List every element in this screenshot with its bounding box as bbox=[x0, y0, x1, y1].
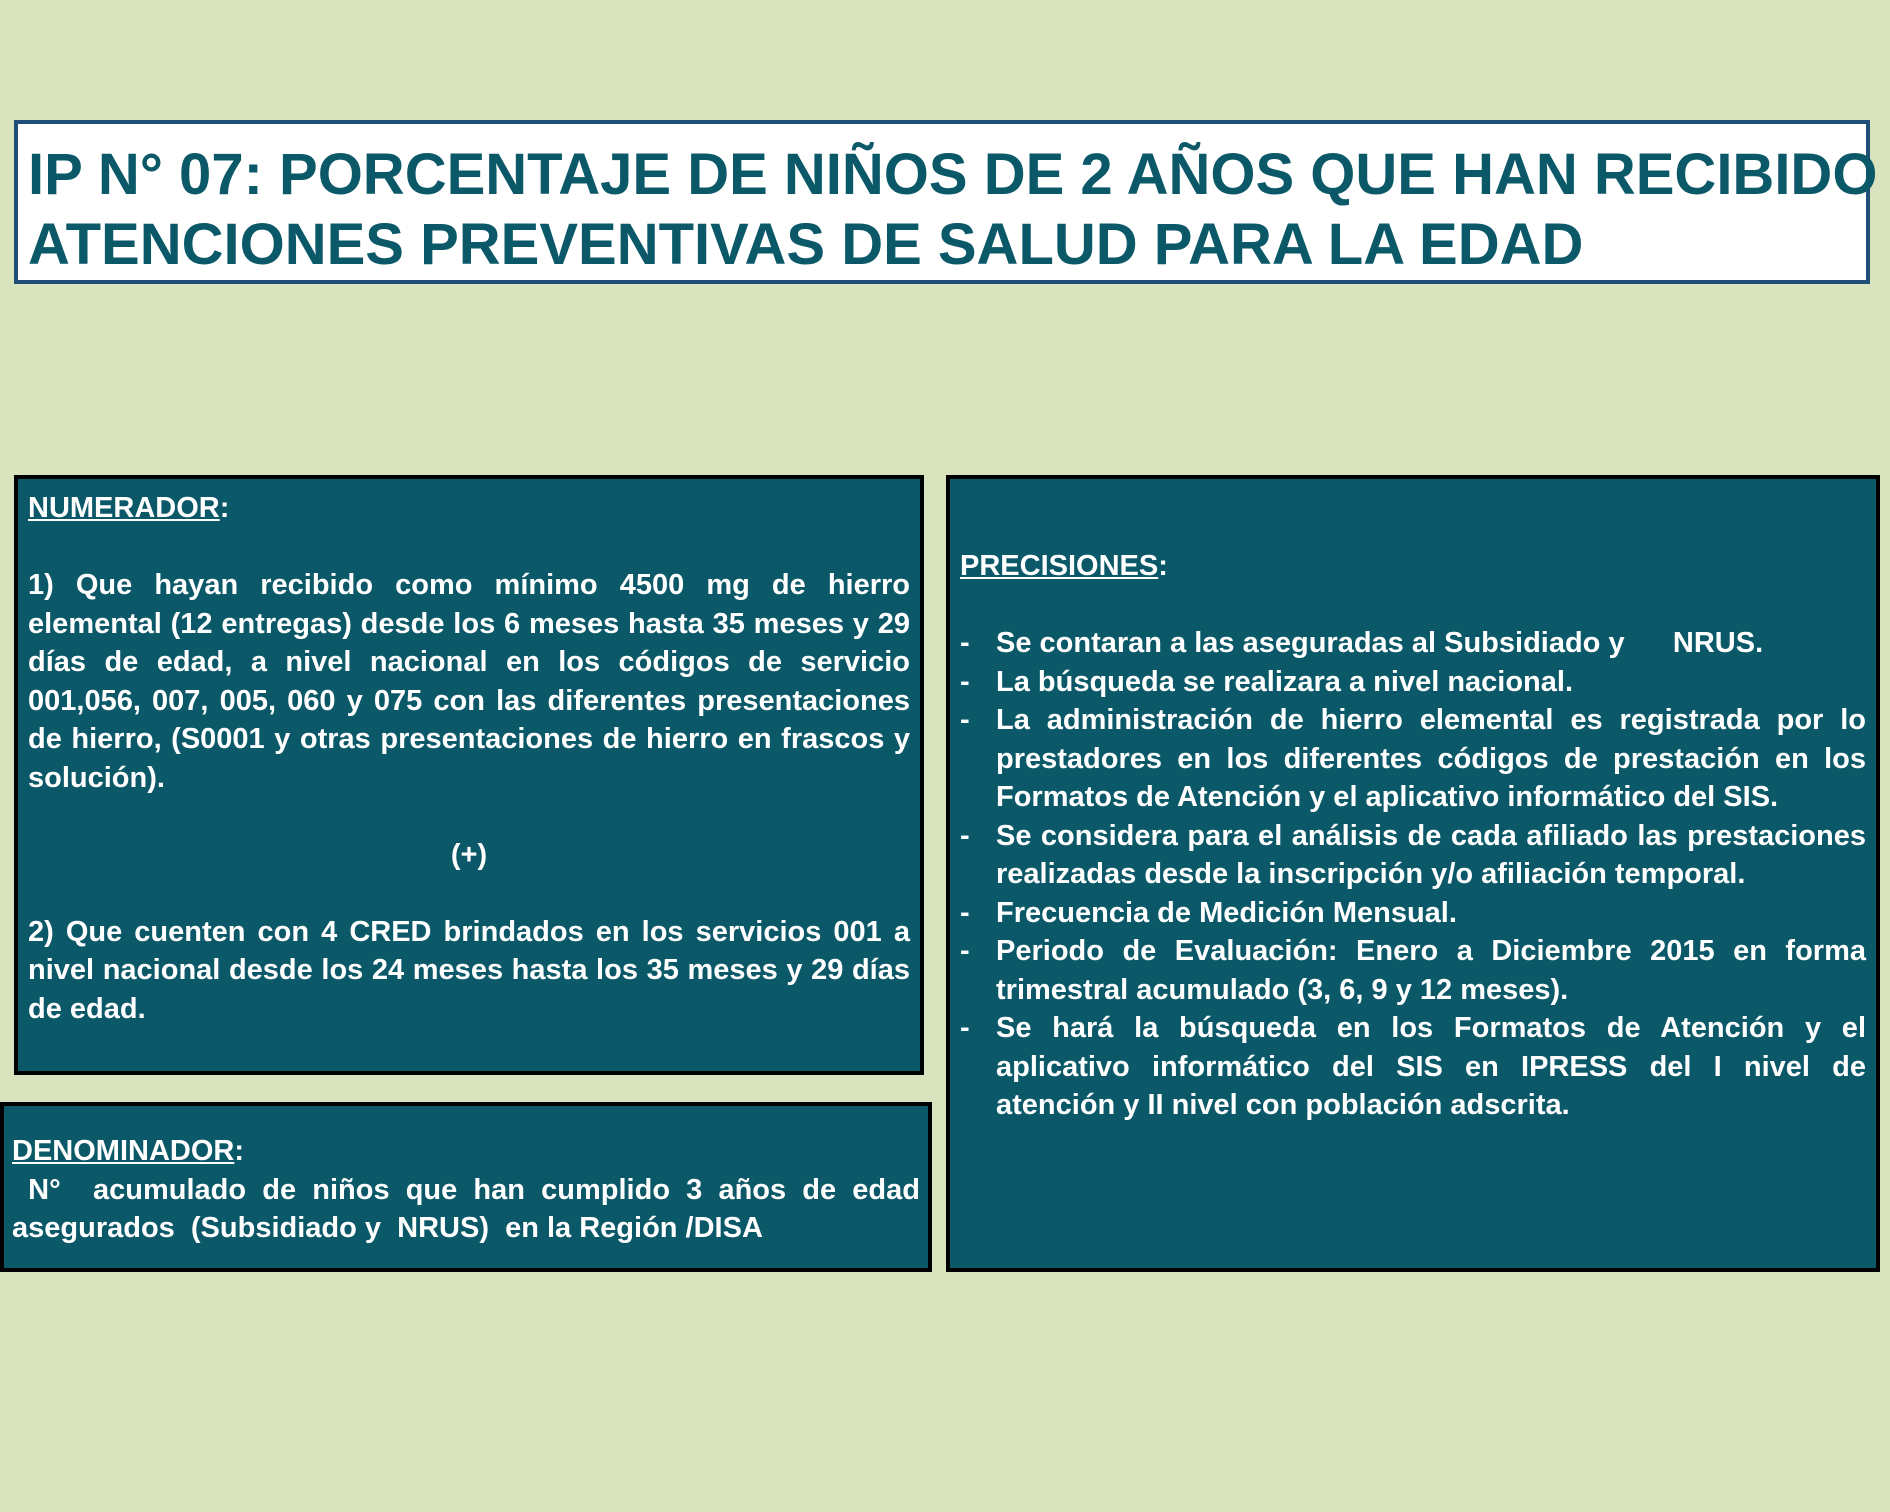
list-item: - Se contaran a las aseguradas al Subsidiado y NRUS. bbox=[960, 624, 1866, 663]
numerador-item-1: 1) Que hayan recibido como mínimo 4500 mg de hierro elemental (12 entregas) desde los 6 meses hasta 35 meses y 29 días de edad, a nivel nacional en los códigos de servicio 001,056, 007, 005, 060 y 075 con las diferentes presentaciones de hierro, (S0001 y otras presentaciones de hierro en frascos y solución). bbox=[28, 569, 910, 794]
precisiones-heading-row bbox=[960, 547, 1866, 586]
denominador-heading-colon: : bbox=[234, 1135, 245, 1167]
list-item: - Se considera para el análisis de cada afiliado las prestaciones realizadas desde la inscripción y/o afiliación temporal. bbox=[960, 817, 1866, 894]
denominador-heading: DENOMINADOR bbox=[12, 1135, 235, 1167]
numerador-plus: (+) bbox=[450, 838, 488, 871]
page-title bbox=[28, 140, 1878, 280]
numerador-heading: NUMERADOR bbox=[28, 492, 220, 524]
precisiones-list bbox=[960, 624, 1866, 1125]
list-item: - Se hará la búsqueda en los Formatos de Atención y el aplicativo informático del SIS en IPRESS del I nivel de atención y II nivel con población adscrita. bbox=[960, 1009, 1866, 1125]
precisiones-heading: PRECISIONES bbox=[960, 550, 1159, 582]
list-item: - Frecuencia de Medición Mensual. bbox=[960, 894, 1866, 933]
denominador-text: N° acumulado de niños que han cumplido 3 años de edad asegurados (Subsidiado y NRUS) en la Región /DISA bbox=[12, 1173, 929, 1244]
list-item: - La administración de hierro elemental es registrada por lo prestadores en los diferentes códigos de prestación en los Formatos de Atención y el aplicativo informático del SIS. bbox=[960, 701, 1866, 817]
numerador-heading-colon: : bbox=[219, 492, 230, 524]
page-title-line-2: ATENCIONES PREVENTIVAS DE SALUD PARA LA EDAD bbox=[28, 212, 1584, 277]
numerador-item-2: 2) Que cuenten con 4 CRED brindados en los servicios 001 a nivel nacional desde los 24 meses hasta los 35 meses y 29 días de edad. bbox=[28, 915, 910, 1025]
precisiones-heading-colon: : bbox=[1158, 550, 1168, 582]
list-item: - Periodo de Evaluación: Enero a Diciembre 2015 en forma trimestral acumulado (3, 6, 9 y 12 meses). bbox=[960, 932, 1866, 1009]
numerador-panel bbox=[14, 475, 924, 1075]
precisiones-panel bbox=[946, 475, 1880, 1272]
title-box bbox=[14, 120, 1878, 284]
list-item: - La búsqueda se realizara a nivel nacional. bbox=[960, 663, 1866, 702]
page-title-line-1: IP N° 07: PORCENTAJE DE NIÑOS DE 2 AÑOS QUE HAN RECIBIDO bbox=[28, 142, 1878, 207]
denominador-panel bbox=[0, 1102, 932, 1272]
denominador-heading-row bbox=[12, 1132, 920, 1171]
numerador-heading-row bbox=[28, 489, 910, 528]
